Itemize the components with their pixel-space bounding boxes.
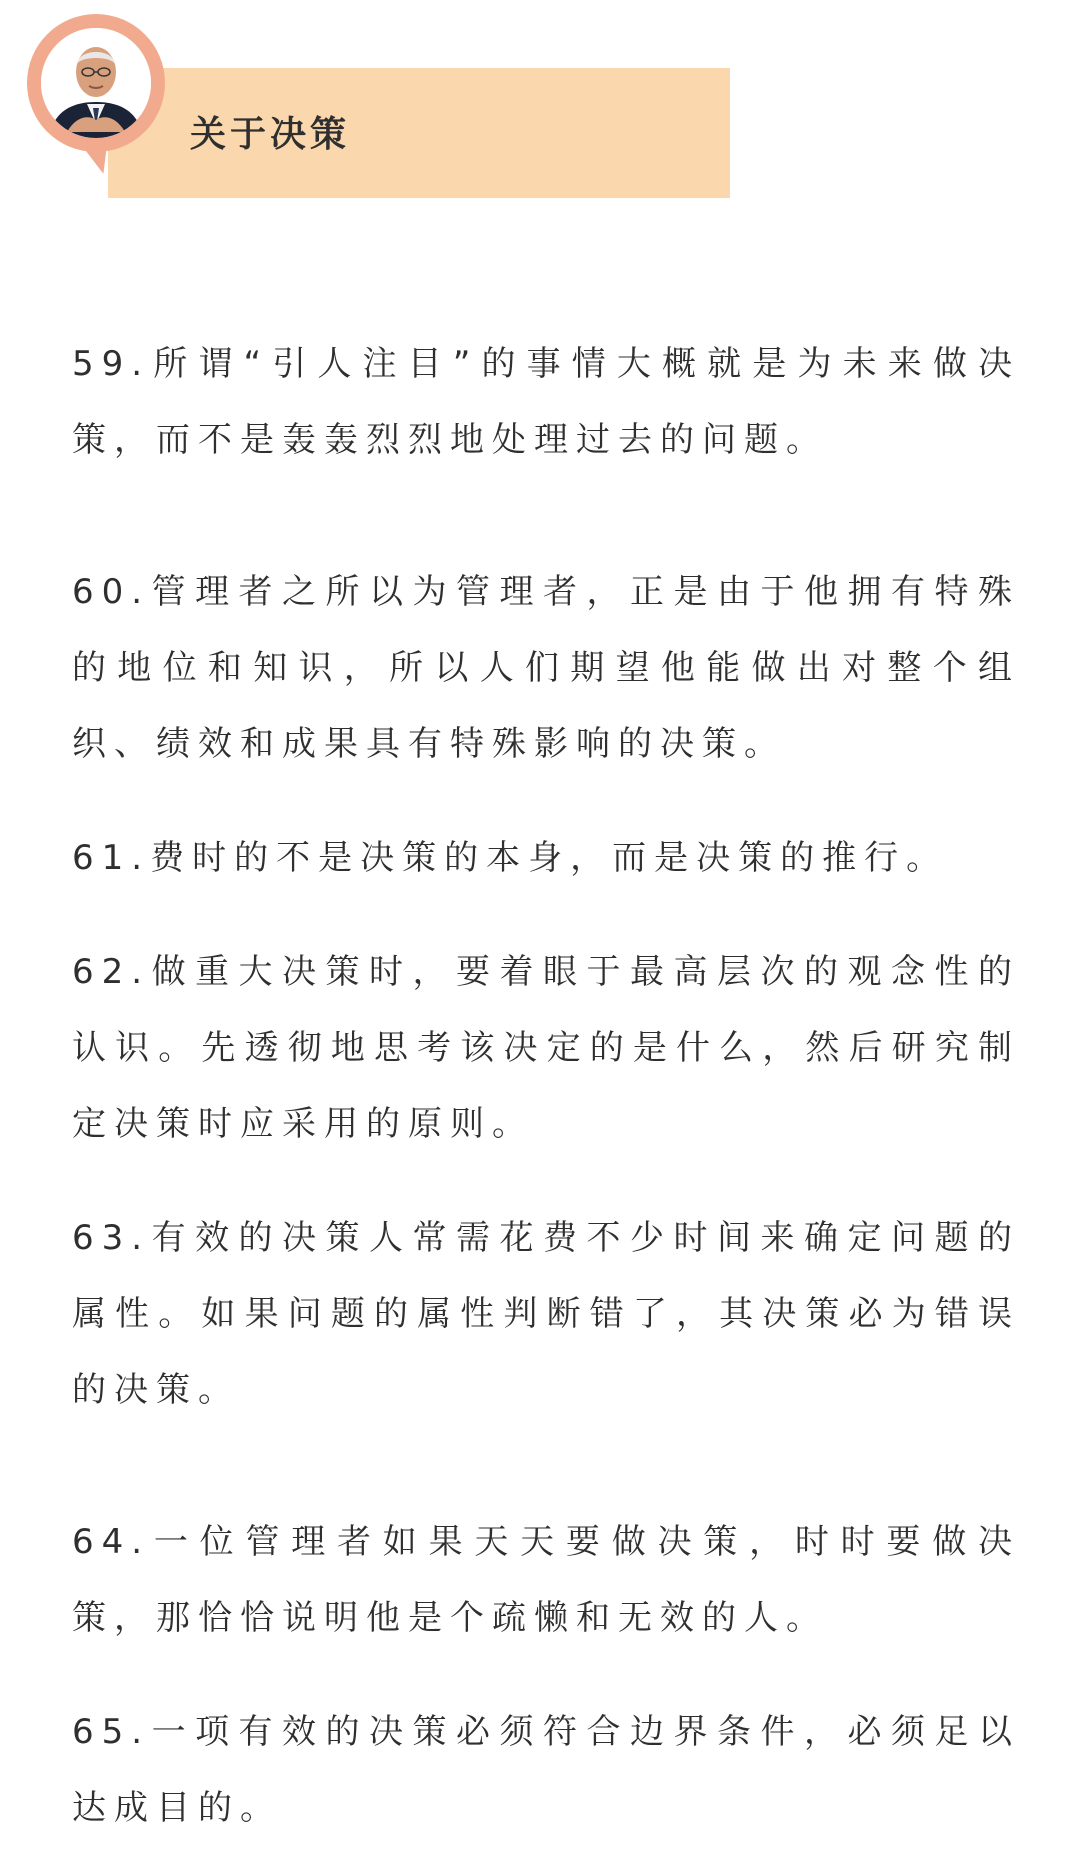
paragraph-60: 60.管理者之所以为管理者，正是由于他拥有特殊的地位和知识，所以人们期望他能做出对整个组织、绩效和成果具有特殊影响的决策。	[72, 572, 1020, 764]
paragraph-64: 64.一位管理者如果天天要做决策，时时要做决策，那恰恰说明他是个疏懒和无效的人。	[72, 1522, 1020, 1638]
page-title: 关于决策	[190, 114, 351, 155]
avatar	[41, 28, 151, 138]
paragraph-61: 61.费时的不是决策的本身，而是决策的推行。	[72, 838, 949, 878]
portrait-icon	[41, 28, 151, 138]
article-body	[72, 326, 1020, 1846]
paragraph-65: 65.一项有效的决策必须符合边界条件，必须足以达成目的。	[72, 1712, 1020, 1828]
paragraph-59: 59.所谓“引人注目”的事情大概就是为未来做决策，而不是轰轰烈烈地处理过去的问题。	[72, 344, 1020, 460]
paragraph-62: 62.做重大决策时，要着眼于最高层次的观念性的认识。先透彻地思考该决定的是什么，然后研究制定决策时应采用的原则。	[72, 952, 1020, 1144]
paragraph-63: 63.有效的决策人常需花费不少时间来确定问题的属性。如果问题的属性判断错了，其决策必为错误的决策。	[72, 1218, 1020, 1410]
